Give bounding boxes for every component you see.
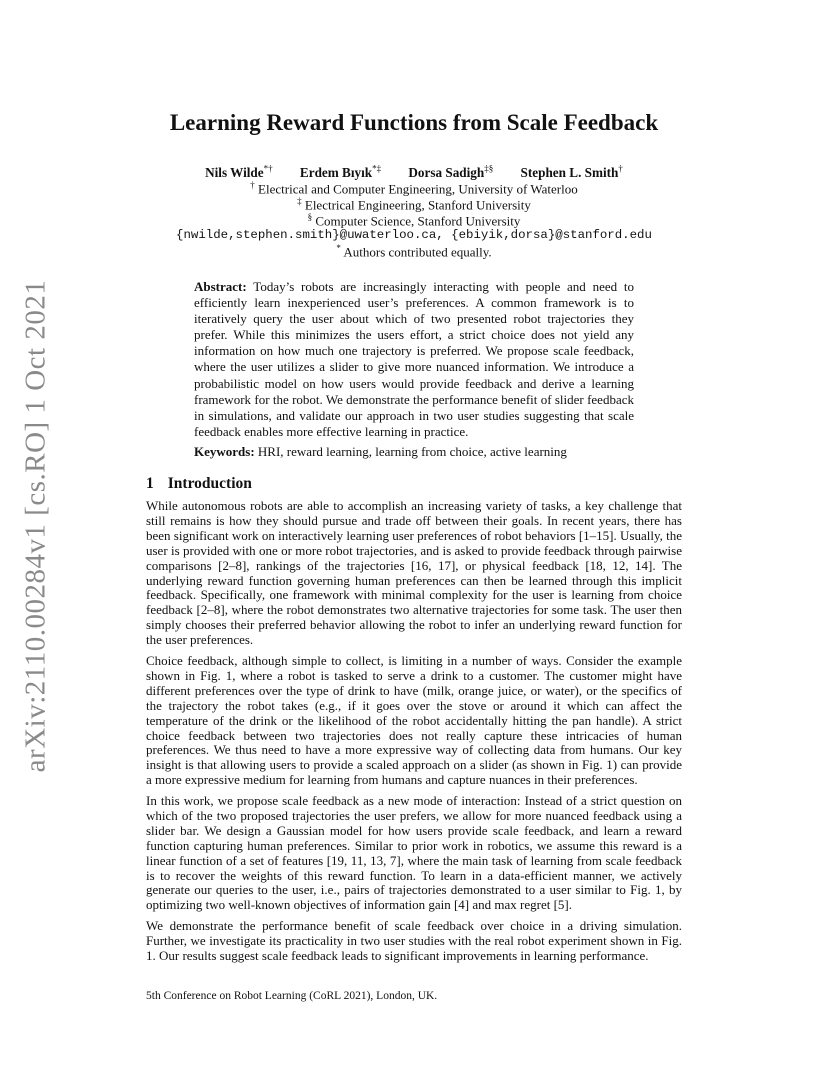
affiliation: § Computer Science, Stanford University [307, 212, 521, 229]
paper-title: Learning Reward Functions from Scale Feedback [169, 110, 659, 135]
author: Stephen L. Smith† [520, 164, 623, 181]
conference-footer: 5th Conference on Robot Learning (CoRL 2021), London, UK. [146, 990, 438, 1002]
section-number: 1 [146, 475, 154, 492]
author: Erdem Bıyık*‡ [299, 164, 382, 181]
author-emails: {nwilde,stephen.smith}@uwaterloo.ca, {ebiyik,dorsa}@stanford.edu [176, 228, 652, 242]
section-title: Introduction [167, 475, 252, 492]
body-paragraph: We demonstrate the performance benefit of scale feedback over choice in a driving simulation. Further, we investigate its practicality in two user studies with the real robot experiment shown in Fig. 1. Our results suggest scale feedback leads to significant improvements in learning performance. [146, 918, 682, 963]
equal-contribution-note: * Authors contributed equally. [336, 243, 492, 260]
body-paragraph: While autonomous robots are able to accomplish an increasing variety of tasks, a key challenge that still remains is how they should pursue and trade off between their goals. In recent years, there has been significant work on interactively learning user preferences of robot behaviors [1–15]. Usually, the user is provided with one or more robot trajectories, and is asked to provide feedback through pairwise comparisons [2–8], rankings of the trajectories [16, 17], or physical feedback [18, 12, 14]. The underlying reward function governing human preferences can then be learned through this implicit feedback. Specifically, one framework with minimal complexity for the user is learning from choice feedback [2–8], where the robot demonstrates two alternative trajectories for some task. The user then simply chooses their preferred behavior allowing the robot to infer an underlying reward function for the user preferences. [146, 498, 682, 648]
section-heading [146, 475, 252, 493]
author: Nils Wilde*† [205, 164, 273, 181]
body-paragraph: Choice feedback, although simple to collect, is limiting in a number of ways. Consider the example shown in Fig. 1, where a robot is tasked to serve a drink to a customer. The customer might have different preferences over the type of drink to have (milk, orange juice, or water), or the specifics of the trajectory the robot takes (e.g., if it goes over the stove or around it which can affect the temperature of the drink or the likelihood of the robot accidentally hitting the pan handle). A strict choice feedback between two trajectories does not really capture these intricacies of human preferences. We thus need to have a more expressive way of collecting data from humans. Our key insight is that allowing users to provide a scaled approach on a slider (as shown in Fig. 1) can provide a more expressive medium for learning from humans and capture nuances in their preferences. [146, 653, 682, 788]
arxiv-stamp [12, 279, 60, 773]
keywords-text: HRI, reward learning, learning from choice, active learning [257, 444, 567, 459]
keywords [194, 444, 634, 460]
author-list [146, 164, 682, 181]
abstract [194, 279, 634, 440]
author: Dorsa Sadigh‡§ [408, 164, 494, 181]
affiliation: ‡ Electrical Engineering, Stanford University [297, 196, 531, 213]
affiliation: † Electrical and Computer Engineering, University of Waterloo [250, 180, 578, 197]
arxiv-identifier: arXiv:2110.00284v1 [cs.RO] 1 Oct 2021 [19, 279, 52, 773]
abstract-label: Abstract: [194, 279, 247, 294]
body-paragraph: In this work, we propose scale feedback as a new mode of interaction: Instead of a strict question on which of the two proposed trajectories the user prefers, we allow for more nuanced feedback using a slider bar. We design a Gaussian model for how users provide scale feedback, and learn a reward function capturing human preferences. Similar to prior work in robotics, we assume this reward is a linear function of a set of features [19, 11, 13, 7], where the main task of learning from scale feedback is to recover the weights of this reward function. To learn in a data-efficient manner, we actively generate our queries to the user, i.e., pairs of trajectories demonstrated to a user similar to Fig. 1, by optimizing two well-known objectives of information gain [4] and max regret [5]. [146, 793, 682, 913]
keywords-label: Keywords: [194, 444, 255, 459]
abstract-text: Today’s robots are increasingly interacting with people and need to efficiently learn inexperienced user’s preferences. A common framework is to iteratively query the user about which of two presented robot trajectories they prefer. While this minimizes the users effort, a strict choice does not yield any information on how much one trajectory is preferred. We propose scale feedback, where the user utilizes a slider to give more nuanced information. We introduce a probabilistic model on how users would provide feedback and derive a learning framework for the robot. We demonstrate the performance benefit of slider feedback in simulations, and validate our approach in two user studies suggesting that scale feedback enables more effective learning in practice. [194, 279, 635, 439]
